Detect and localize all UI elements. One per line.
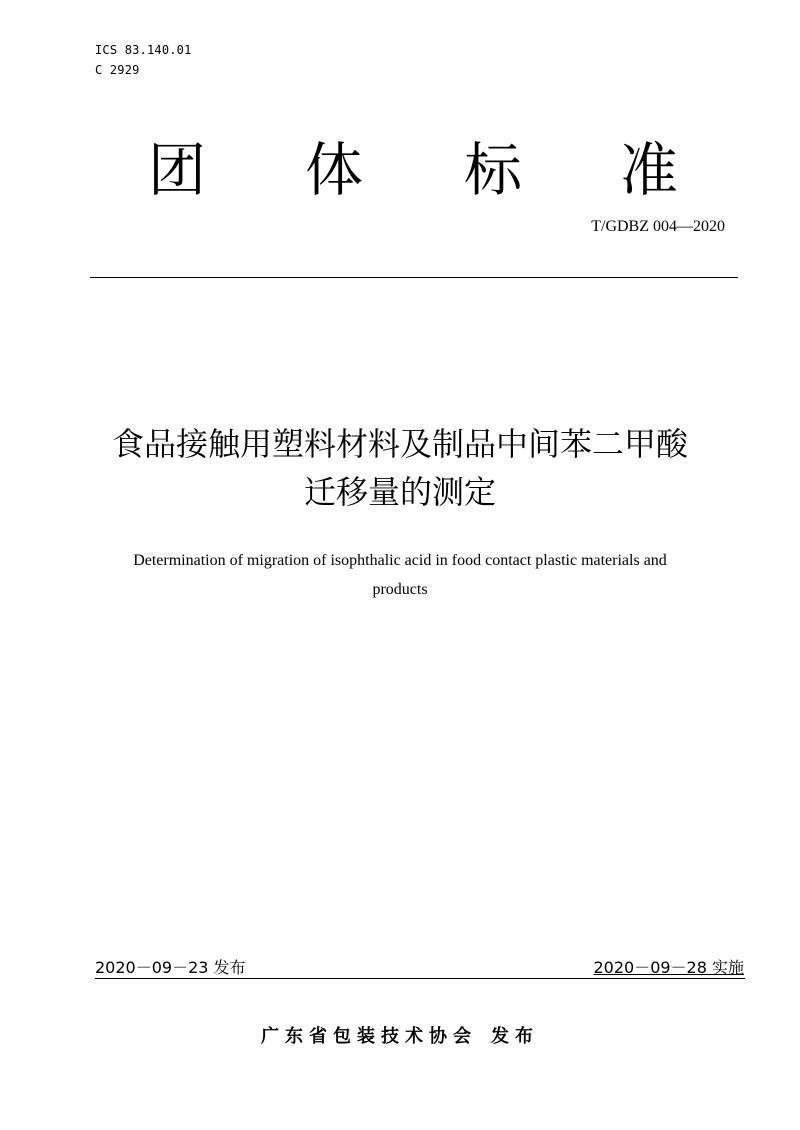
title-char-4: 准 bbox=[620, 136, 679, 204]
document-title-cn bbox=[0, 420, 800, 516]
title-char-3: 标 bbox=[464, 136, 523, 204]
publisher-action: 发布 bbox=[491, 1026, 539, 1047]
title-char-1: 团 bbox=[148, 136, 207, 204]
title-cn-line-2: 迁移量的测定 bbox=[303, 473, 496, 511]
date-divider bbox=[95, 978, 745, 979]
implementation-date: 2020－09－28 实施 bbox=[593, 958, 744, 977]
classification-codes bbox=[95, 40, 192, 80]
ics-code: ICS 83.140.01 bbox=[95, 43, 192, 57]
standard-number: T/GDBZ 004—2020 bbox=[591, 218, 725, 235]
publisher-name: 广东省包装技术协会 bbox=[261, 1026, 477, 1047]
header-divider bbox=[90, 277, 738, 278]
release-date: 2020－09－23 发布 bbox=[95, 958, 246, 977]
document-title-en bbox=[60, 546, 740, 604]
title-cn-line-1: 食品接触用塑料材料及制品中间苯二甲酸 bbox=[111, 425, 688, 463]
title-en-line-1: Determination of migration of isophthalic acid in food contact plastic materials and bbox=[133, 552, 667, 569]
title-char-2: 体 bbox=[305, 136, 364, 204]
title-en-line-2: products bbox=[372, 581, 428, 598]
publisher-line bbox=[0, 1024, 800, 1050]
standard-type-title bbox=[0, 132, 800, 212]
ccs-code: C 2929 bbox=[95, 63, 140, 77]
